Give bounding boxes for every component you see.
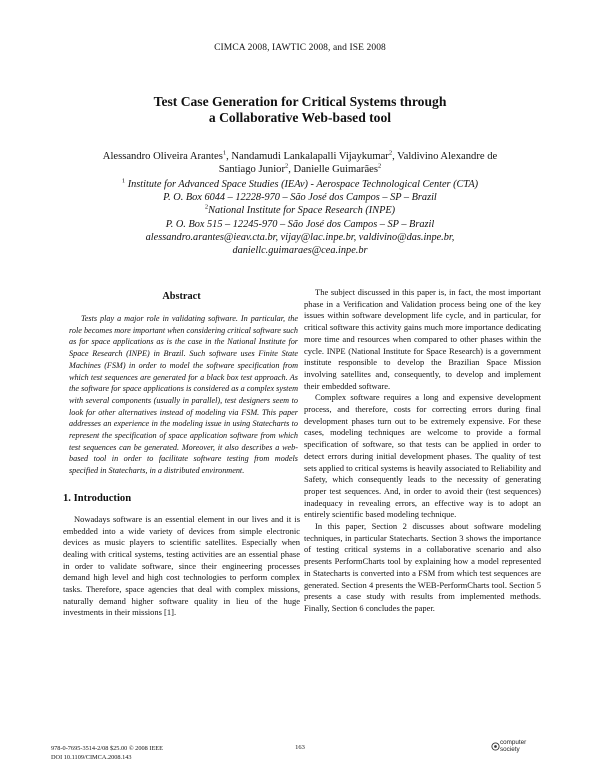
logo-mark-icon — [491, 742, 500, 751]
author-4: , Danielle Guimarães — [288, 164, 378, 176]
author-emails-line-2: daniellc.guimaraes@cea.inpe.br — [232, 245, 368, 257]
author-3-part1: , Valdivino Alexandre de — [392, 151, 498, 162]
logo-wordmark — [500, 740, 526, 753]
abstract-heading: Abstract — [162, 291, 201, 302]
affil-1-marker: 1 — [121, 177, 126, 185]
author-2-affil: 2 — [388, 149, 393, 157]
affil-2-marker: 2 — [204, 203, 209, 211]
conference-header: CIMCA 2008, IAWTIC 2008, and ISE 2008 — [214, 43, 386, 53]
affil-2-address: P. O. Box 515 – 12245-970 – São José dos Campos – SP – Brazil — [165, 218, 435, 230]
body-paragraph-3: In this paper, Section 2 discusses about software modeling techniques, in particular Statecharts. Section 3 shows the importance of testing critical systems in a collaborative scenario and also presents PerformCharts tool by explaining how a model represented in Statecharts is converted into a FSM from which test sequences are generated. Section 4 presents the WEB-PerformCharts tool. Section 5 presents a case study with results from implemented methods. Finally, Section 6 concludes the paper. — [304, 521, 541, 613]
title-line-2: a Collaborative Web-based tool — [208, 110, 392, 125]
right-column — [304, 287, 541, 615]
abstract-text: Tests play a major role in validating software. In particular, the role becomes more important when considering critical software such as for space applications as is the case in the National Institute for Space Research (INPE) in Brazil. Such software uses Finite State Machines (FSM) in order to model the software specification from which test sequences are generated for a black box test approach. As the software for space applications is considered as a complex system with several components (usually in parallel), test designers seem to look for other alternatives instead of modeling via FSM. This paper addresses an experience in the modeling issue in using Statecharts to represent the specification of space application software from which test sequences can be generated. Moreover, it also describes a web-based tool in order to facilitate software testing from models specified in Statecharts, in a distributed environment. — [69, 314, 298, 476]
footer-isbn: 978-0-7695-3514-2/08 $25.00 © 2008 IEEE — [51, 745, 163, 752]
footer-doi: DOI 10.1109/CIMCA.2008.143 — [51, 754, 132, 761]
logo-line-1: computer — [500, 739, 527, 746]
author-3-part2: Santiago Junior — [218, 164, 285, 176]
author-3-affil: 2 — [285, 162, 289, 170]
left-column — [63, 291, 300, 619]
affil-1-address: P. O. Box 6044 – 12228-970 – São José dos Campos – SP – Brazil — [163, 192, 437, 204]
ieee-computer-society-logo-icon — [487, 736, 542, 764]
affil-2-name: National Institute for Space Research (INPE) — [208, 205, 396, 217]
body-paragraph-2: Complex software requires a long and expensive development process, and therefore, costs for correcting errors during final development phases turn out to be extremely expensive. For these cases, modeling techniques are welcome to provide a formal specification of software, so that tests can be applied in order to detect errors during initial development phases. The quality of test sets applied to critical systems is heavily associated to Reliability and Safety, which consequently leads to the necessity of generating proper test sequences. And, in order to avoid their (test sequences) inadequacy in revealing errors, an effective way is to adopt an entirely scientific based modeling technique. — [304, 392, 541, 520]
author-4-affil: 2 — [377, 162, 382, 170]
affil-1-name: Institute for Advanced Space Studies (IEAv) - Aerospace Technological Center (CTA) — [125, 179, 479, 190]
paper-title — [60, 94, 540, 126]
body-paragraph-1: The subject discussed in this paper is, in fact, the most important phase in a Verification and Validation process being one of the key issues within software development life cycle, and in particular, for critical software this activity gains much more importance dedicating more time and resources when compared to other phases within the cycle. INPE (National Institute for Space Research) is a government institute responsible to develop the Brazilian Space Mission involving satellites and, consequently, to develop and implement their embedded software. — [304, 287, 541, 391]
introduction-paragraph-1: Nowadays software is an essential element in our lives and it is embedded into a wide variety of devices from simple electronic devices as music players to scientific satellites. Especially when dealing with critical systems, testing activities are an essential phase in order to validate software, since their engineering processes demand high level and high cost technologies to perform complex tasks. Therefore, space agencies that deal with complex missions, naturally demand higher software quality in lieu of the huge investments in their missions [1]. — [63, 513, 300, 618]
author-2: , Nandamudi Lankalapalli Vijaykumar — [226, 151, 389, 162]
author-1: Alessandro Oliveira Arantes — [102, 151, 223, 162]
title-line-1: Test Case Generation for Critical Systems through — [153, 94, 447, 109]
author-emails-line-1: alessandro.arantes@ieav.cta.br, vijay@lac.inpe.br, valdivino@das.inpe.br, — [145, 231, 455, 243]
author-1-affil: 1 — [222, 149, 227, 157]
author-list — [60, 150, 540, 177]
introduction-heading: 1. Introduction — [63, 492, 132, 504]
page-number: 163 — [295, 744, 305, 751]
footer-copyright — [51, 744, 163, 762]
affiliations — [60, 178, 540, 257]
logo-line-2: society — [500, 745, 520, 753]
